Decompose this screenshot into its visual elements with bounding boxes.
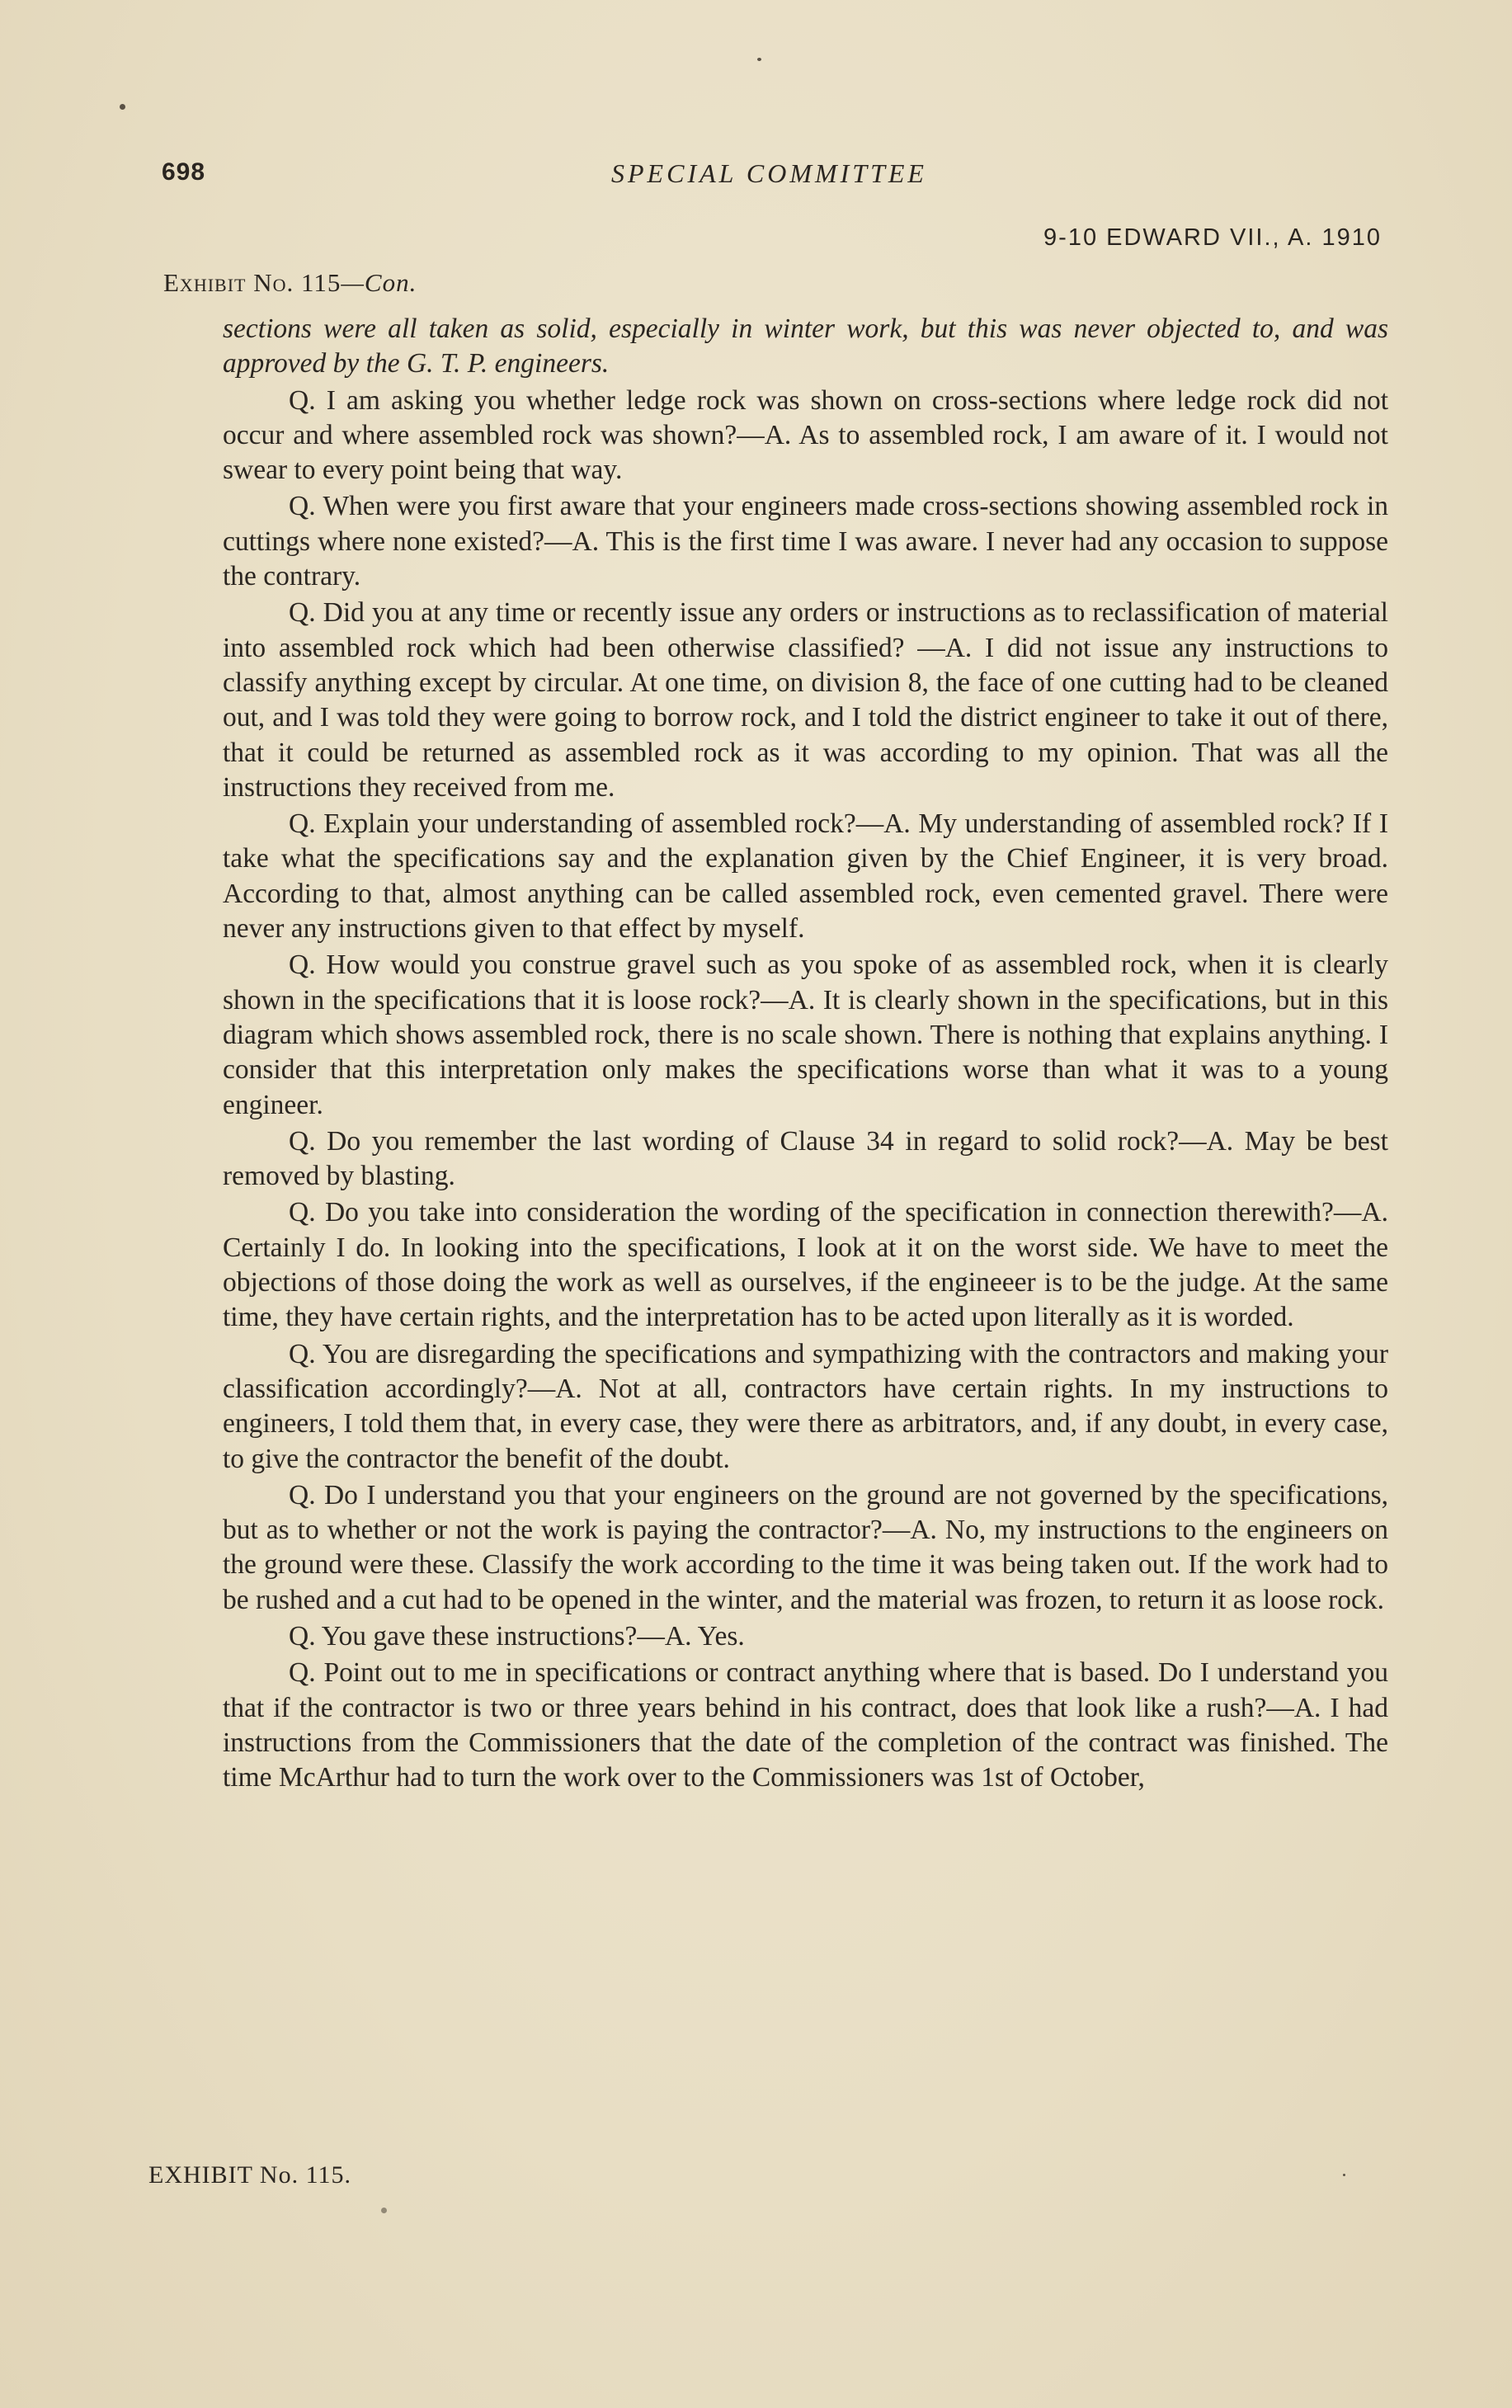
running-head: SPECIAL COMMITTEE — [611, 158, 927, 188]
paragraph: Q. Do I understand you that your engineers on the ground are not governed by the specifications, but as to whether or not the work is paying the contractor?—A. No, my instructions to the engineers on the ground were these. Classify the work according to the time it was being taken out. If the work had to be rushed and a cut had to be opened in the winter, and the material was frozen, to return it as loose rock. — [223, 1479, 1388, 1615]
body-text — [223, 312, 1388, 1797]
paragraph: Q. Explain your understanding of assembled rock?—A. My understanding of assembled rock? If I take what the specifications say and the explanation given by the Chief Engineer, it is very broad. According to that, almost anything can be called assembled rock, even cemented gravel. There were never any instructions given to that effect by myself. — [223, 808, 1388, 945]
exhibit-heading — [163, 268, 417, 298]
ink-speck — [757, 58, 761, 61]
paragraph-continued: sections were all taken as solid, especially in winter work, but this was never objected to, and was approved by the G. T. P. engineers. — [223, 313, 1388, 379]
paragraph: Q. You are disregarding the specifications and sympathizing with the contractors and making your classification accordingly?—A. Not at all, contractors have certain rights. In my instructions to engineers, I told them that, in every case, they were there as arbitrators, and, if any doubt, in every case, to give the contractor the benefit of the doubt. — [223, 1338, 1388, 1474]
paragraph: Q. Did you at any time or recently issue any orders or instructions as to reclassification of material into assembled rock which had been otherwise classified? —A. I did not issue any instructions to classify anything except by circular. At one time, on division 8, the face of one cutting had to be cleaned out, and I was told they were going to borrow rock, and I told the district engineer to take it out of there, that it could be returned as assembled rock as it was according to my opinion. That was all the instructions they received from me. — [223, 597, 1388, 803]
paragraph: Q. When were you first aware that your engineers made cross-sections showing assembled rock in cuttings where none existed?—A. This is the first time I was aware. I never had any occasion to suppose the contrary. — [223, 491, 1388, 592]
page-number: 698 — [162, 158, 206, 186]
ink-speck — [120, 104, 125, 110]
ink-speck — [1343, 2174, 1345, 2176]
paragraph: Q. Do you remember the last wording of Clause 34 in regard to solid rock?—A. May be best removed by blasting. — [223, 1125, 1388, 1192]
page-header — [162, 158, 1382, 200]
paragraph: Q. How would you construe gravel such as you spoke of as assembled rock, when it is clearly shown in the specifications that it is loose rock?—A. It is clearly shown in the specifications, but in this diagram which shows assembled rock, there is no scale shown. There is nothing that explains anything. I consider that this interpretation only makes the specifications worse than what it was to a young engineer. — [223, 950, 1388, 1120]
footer-exhibit-label: EXHIBIT No. 115. — [148, 2161, 351, 2189]
paragraph: Q. Do you take into consideration the wording of the specification in connection therewith?—A. Certainly I do. In looking into the specifications, I look at it on the worst side. We have to meet the objections of those doing the work as well as ourselves, if the engineeer is to be the judge. At the same time, they have certain rights, and the interpretation has to be acted upon literally as it is worded. — [223, 1197, 1388, 1333]
session-label: 9-10 EDWARD VII., A. 1910 — [1043, 224, 1382, 251]
paragraph: Q. You gave these instructions?—A. Yes. — [289, 1620, 745, 1652]
paragraph: Q. Point out to me in specifications or contract anything where that is based. Do I understand you that if the contractor is two or three years behind in his contract, does that look like a rush?—A. I had instructions from the Commissioners that the date of the completion of the contract was finished. The time McArthur had to turn the work over to the Commissioners was 1st of October, — [223, 1657, 1388, 1793]
ink-speck — [381, 2208, 387, 2213]
paragraph: Q. I am asking you whether ledge rock was shown on cross-sections where ledge rock did not occur and where assembled rock was shown?—A. As to assembled rock, I am aware of it. I would not swear to every point being that way. — [223, 384, 1388, 486]
exhibit-heading-label: Exhibit No. 115 — [163, 268, 341, 297]
exhibit-heading-suffix: —Con. — [341, 268, 417, 297]
